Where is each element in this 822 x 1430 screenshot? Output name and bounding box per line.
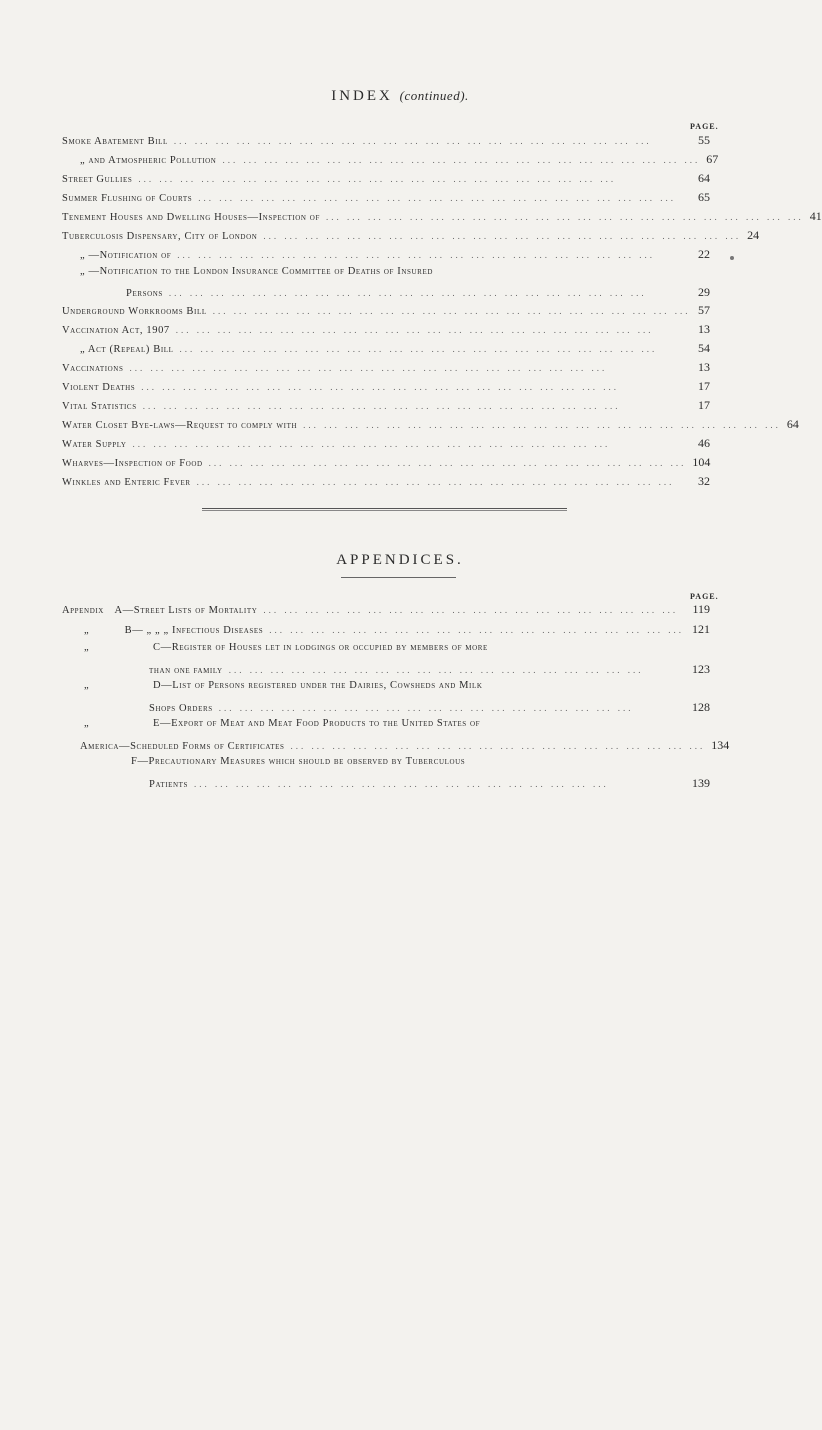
index-entry-page: 17 [698,379,710,393]
appendix-row [62,756,710,776]
index-entry-label: „ Act (Repeal) Bill [80,344,174,355]
index-page-column-header: PAGE. [690,122,719,131]
index-row [62,322,710,341]
leader-dots: ... ... ... ... ... ... ... ... ... ... ... ... ... ... ... ... ... ... ... ... ... ... ... [141,382,619,392]
index-entry-page: 54 [698,341,710,355]
leader-dots: ... ... ... ... ... ... ... ... ... ... ... ... ... ... ... ... ... ... ... ... [290,741,706,751]
index-entry-label: Vital Statistics [62,401,137,412]
leader-dots: ... ... ... ... ... ... ... ... ... ... ... ... ... ... ... ... ... ... ... ... [218,703,634,713]
leader-dots: ... ... ... ... ... ... ... ... ... ... ... ... ... ... ... ... ... ... ... ... ... ... ... [168,288,647,298]
appendix-entry-label: E—Export of Meat and Meat Food Products to the United States of [153,718,481,729]
index-title: INDEX [331,88,393,104]
appendices-title: APPENDICES. [336,552,464,568]
section-divider [202,508,567,511]
index-row [62,266,710,285]
appendix-entry-page: 134 [711,738,730,752]
index-entry-label: Tuberculosis Dispensary, City of London [62,231,258,242]
index-row [62,247,710,266]
appendix-row [62,718,710,738]
appendix-entry-label: C—Register of Houses let in lodgings or occupied by members of more [153,642,488,653]
index-entry-page: 13 [698,322,710,336]
index-entry-label: Wharves—Inspection of Food [62,458,203,469]
index-entry-label: Vaccination Act, 1907 [62,325,170,336]
appendix-entry-page: 121 [692,622,710,636]
appendix-row [62,776,710,794]
index-row [62,133,710,152]
index-entry-page: 57 [698,303,710,317]
index-entry-page: 29 [698,285,710,299]
appendix-row [62,700,710,718]
index-row [62,474,710,493]
index-entry-page: 17 [698,398,710,412]
appendix-entry-label: Patients [149,779,189,790]
leader-dots: ... ... ... ... ... ... ... ... ... ... ... ... ... ... ... ... ... ... ... ... ... ... ... [198,193,676,203]
leader-dots: ... ... ... ... ... ... ... ... ... ... ... ... ... ... ... ... ... ... ... ... [194,779,609,789]
index-entry-label: „ and Atmospheric Pollution [80,155,217,166]
appendix-prefix: „ [84,680,90,691]
appendices-list [62,602,730,794]
index-row [62,171,710,190]
index-entry-label: Street Gullies [62,174,133,185]
index-entry-page: 67 [706,152,719,166]
index-entry-label: Violent Deaths [62,382,136,393]
appendix-prefix: „ [84,642,90,653]
index-row [62,152,719,171]
index-entry-label: „ —Notification to the London Insurance Committee of Deaths of Insured [80,266,433,277]
appendix-entry-label: F—Precautionary Measures which should be observed by Tuberculous [131,756,466,767]
page-title [0,88,800,105]
leader-dots: ... ... ... ... ... ... ... ... ... ... ... ... ... ... ... ... ... ... ... ... [228,665,644,675]
index-row [62,209,822,228]
leader-dots: ... ... ... ... ... ... ... ... ... ... ... ... ... ... ... ... ... ... ... ... ... ... ... [142,401,621,411]
leader-dots: ... ... ... ... ... ... ... ... ... ... ... ... ... ... ... ... ... ... ... ... ... ... ... [138,174,617,184]
leader-dots: ... ... ... ... ... ... ... ... ... ... ... ... ... ... ... ... ... ... ... ... ... ... ... [208,458,687,468]
appendices-page-column-header: PAGE. [690,592,719,601]
index-entry-page: 24 [747,228,760,242]
leader-dots: ... ... ... ... ... ... ... ... ... ... ... ... ... ... ... ... ... ... ... ... ... ... ... [196,477,675,487]
index-row [62,303,710,322]
index-row [62,190,710,209]
leader-dots: ... ... ... ... ... ... ... ... ... ... ... ... ... ... ... ... ... ... ... ... ... ... ... [325,212,804,222]
appendix-row [62,602,710,622]
index-entry-label: Water Supply [62,439,127,450]
index-entry-page: 64 [786,417,799,431]
leader-dots: ... ... ... ... ... ... ... ... ... ... ... ... ... ... ... ... ... ... ... ... ... ... ... [173,136,652,146]
appendix-prefix: „ [84,718,90,729]
appendix-entry-label: A—Street Lists of Mortality [114,605,258,616]
appendix-entry-label: B— „ „ „ Infectious Diseases [124,625,264,636]
appendix-entry-label: America—Scheduled Forms of Certificates [80,741,285,752]
index-row [62,285,710,303]
index-row [62,341,710,360]
ink-speck [730,256,734,260]
appendix-entry-page: 123 [692,662,710,676]
leader-dots: ... ... ... ... ... ... ... ... ... ... ... ... ... ... ... ... ... ... ... ... ... ... ... [222,155,701,165]
appendix-row [62,642,710,662]
index-row [62,360,710,379]
index-entry-label: Smoke Abatement Bill [62,136,168,147]
appendix-row [62,738,730,756]
leader-dots: ... ... ... ... ... ... ... ... ... ... ... ... ... ... ... ... ... ... ... ... ... ... ... [263,231,742,241]
index-entry-page: 22 [698,247,710,261]
index-entry-page: 64 [698,171,710,185]
index-entry-label: Summer Flushing of Courts [62,193,193,204]
appendix-entry-label: Shops Orders [149,703,213,714]
index-entry-page: 55 [698,133,710,147]
leader-dots: ... ... ... ... ... ... ... ... ... ... ... ... ... ... ... ... ... ... ... ... [263,605,679,615]
appendix-prefix: Appendix [62,605,104,616]
index-entry-label: Persons [126,288,163,299]
appendix-entry-page: 119 [692,602,710,616]
index-entry-label: Vaccinations [62,363,124,374]
index-entry-label: Water Closet Bye-laws—Request to comply with [62,420,298,431]
index-entry-page: 65 [698,190,710,204]
appendices-rule [341,577,456,578]
leader-dots: ... ... ... ... ... ... ... ... ... ... ... ... ... ... ... ... ... ... ... ... ... ... ... [177,250,656,260]
index-row [62,436,710,455]
index-entry-label: Underground Workrooms Bill [62,306,207,317]
index-row [62,455,710,474]
index-row [62,379,710,398]
index-row [62,417,799,436]
appendix-entry-page: 139 [692,776,710,790]
index-entry-page: 41 [809,209,822,223]
index-list [62,133,822,493]
index-entry-page: 13 [698,360,710,374]
leader-dots: ... ... ... ... ... ... ... ... ... ... ... ... ... ... ... ... ... ... ... ... ... ... ... [175,325,654,335]
index-subtitle: (continued). [399,88,469,103]
appendix-row [62,680,710,700]
index-row [62,228,760,247]
leader-dots: ... ... ... ... ... ... ... ... ... ... ... ... ... ... ... ... ... ... ... ... [269,625,684,635]
leader-dots: ... ... ... ... ... ... ... ... ... ... ... ... ... ... ... ... ... ... ... ... ... ... ... [212,306,691,316]
leader-dots: ... ... ... ... ... ... ... ... ... ... ... ... ... ... ... ... ... ... ... ... ... ... ... [179,344,658,354]
index-entry-page: 32 [698,474,710,488]
index-entry-page: 46 [698,436,710,450]
leader-dots: ... ... ... ... ... ... ... ... ... ... ... ... ... ... ... ... ... ... ... ... ... ... ... [129,363,608,373]
appendix-prefix: „ [84,625,90,636]
appendix-entry-label: than one family [149,665,223,676]
leader-dots: ... ... ... ... ... ... ... ... ... ... ... ... ... ... ... ... ... ... ... ... ... ... ... [132,439,611,449]
index-entry-label: Tenement Houses and Dwelling Houses—Inspection of [62,212,320,223]
index-entry-label: „ —Notification of [80,250,172,261]
appendix-entry-page: 128 [692,700,710,714]
index-row [62,398,710,417]
appendix-entry-label: D—List of Persons registered under the Dairies, Cowsheds and Milk [153,680,483,691]
index-entry-label: Winkles and Enteric Fever [62,477,191,488]
appendix-row [62,622,710,642]
leader-dots: ... ... ... ... ... ... ... ... ... ... ... ... ... ... ... ... ... ... ... ... ... ... ... [303,420,781,430]
index-entry-page: 104 [692,455,711,469]
appendix-row [62,662,710,680]
